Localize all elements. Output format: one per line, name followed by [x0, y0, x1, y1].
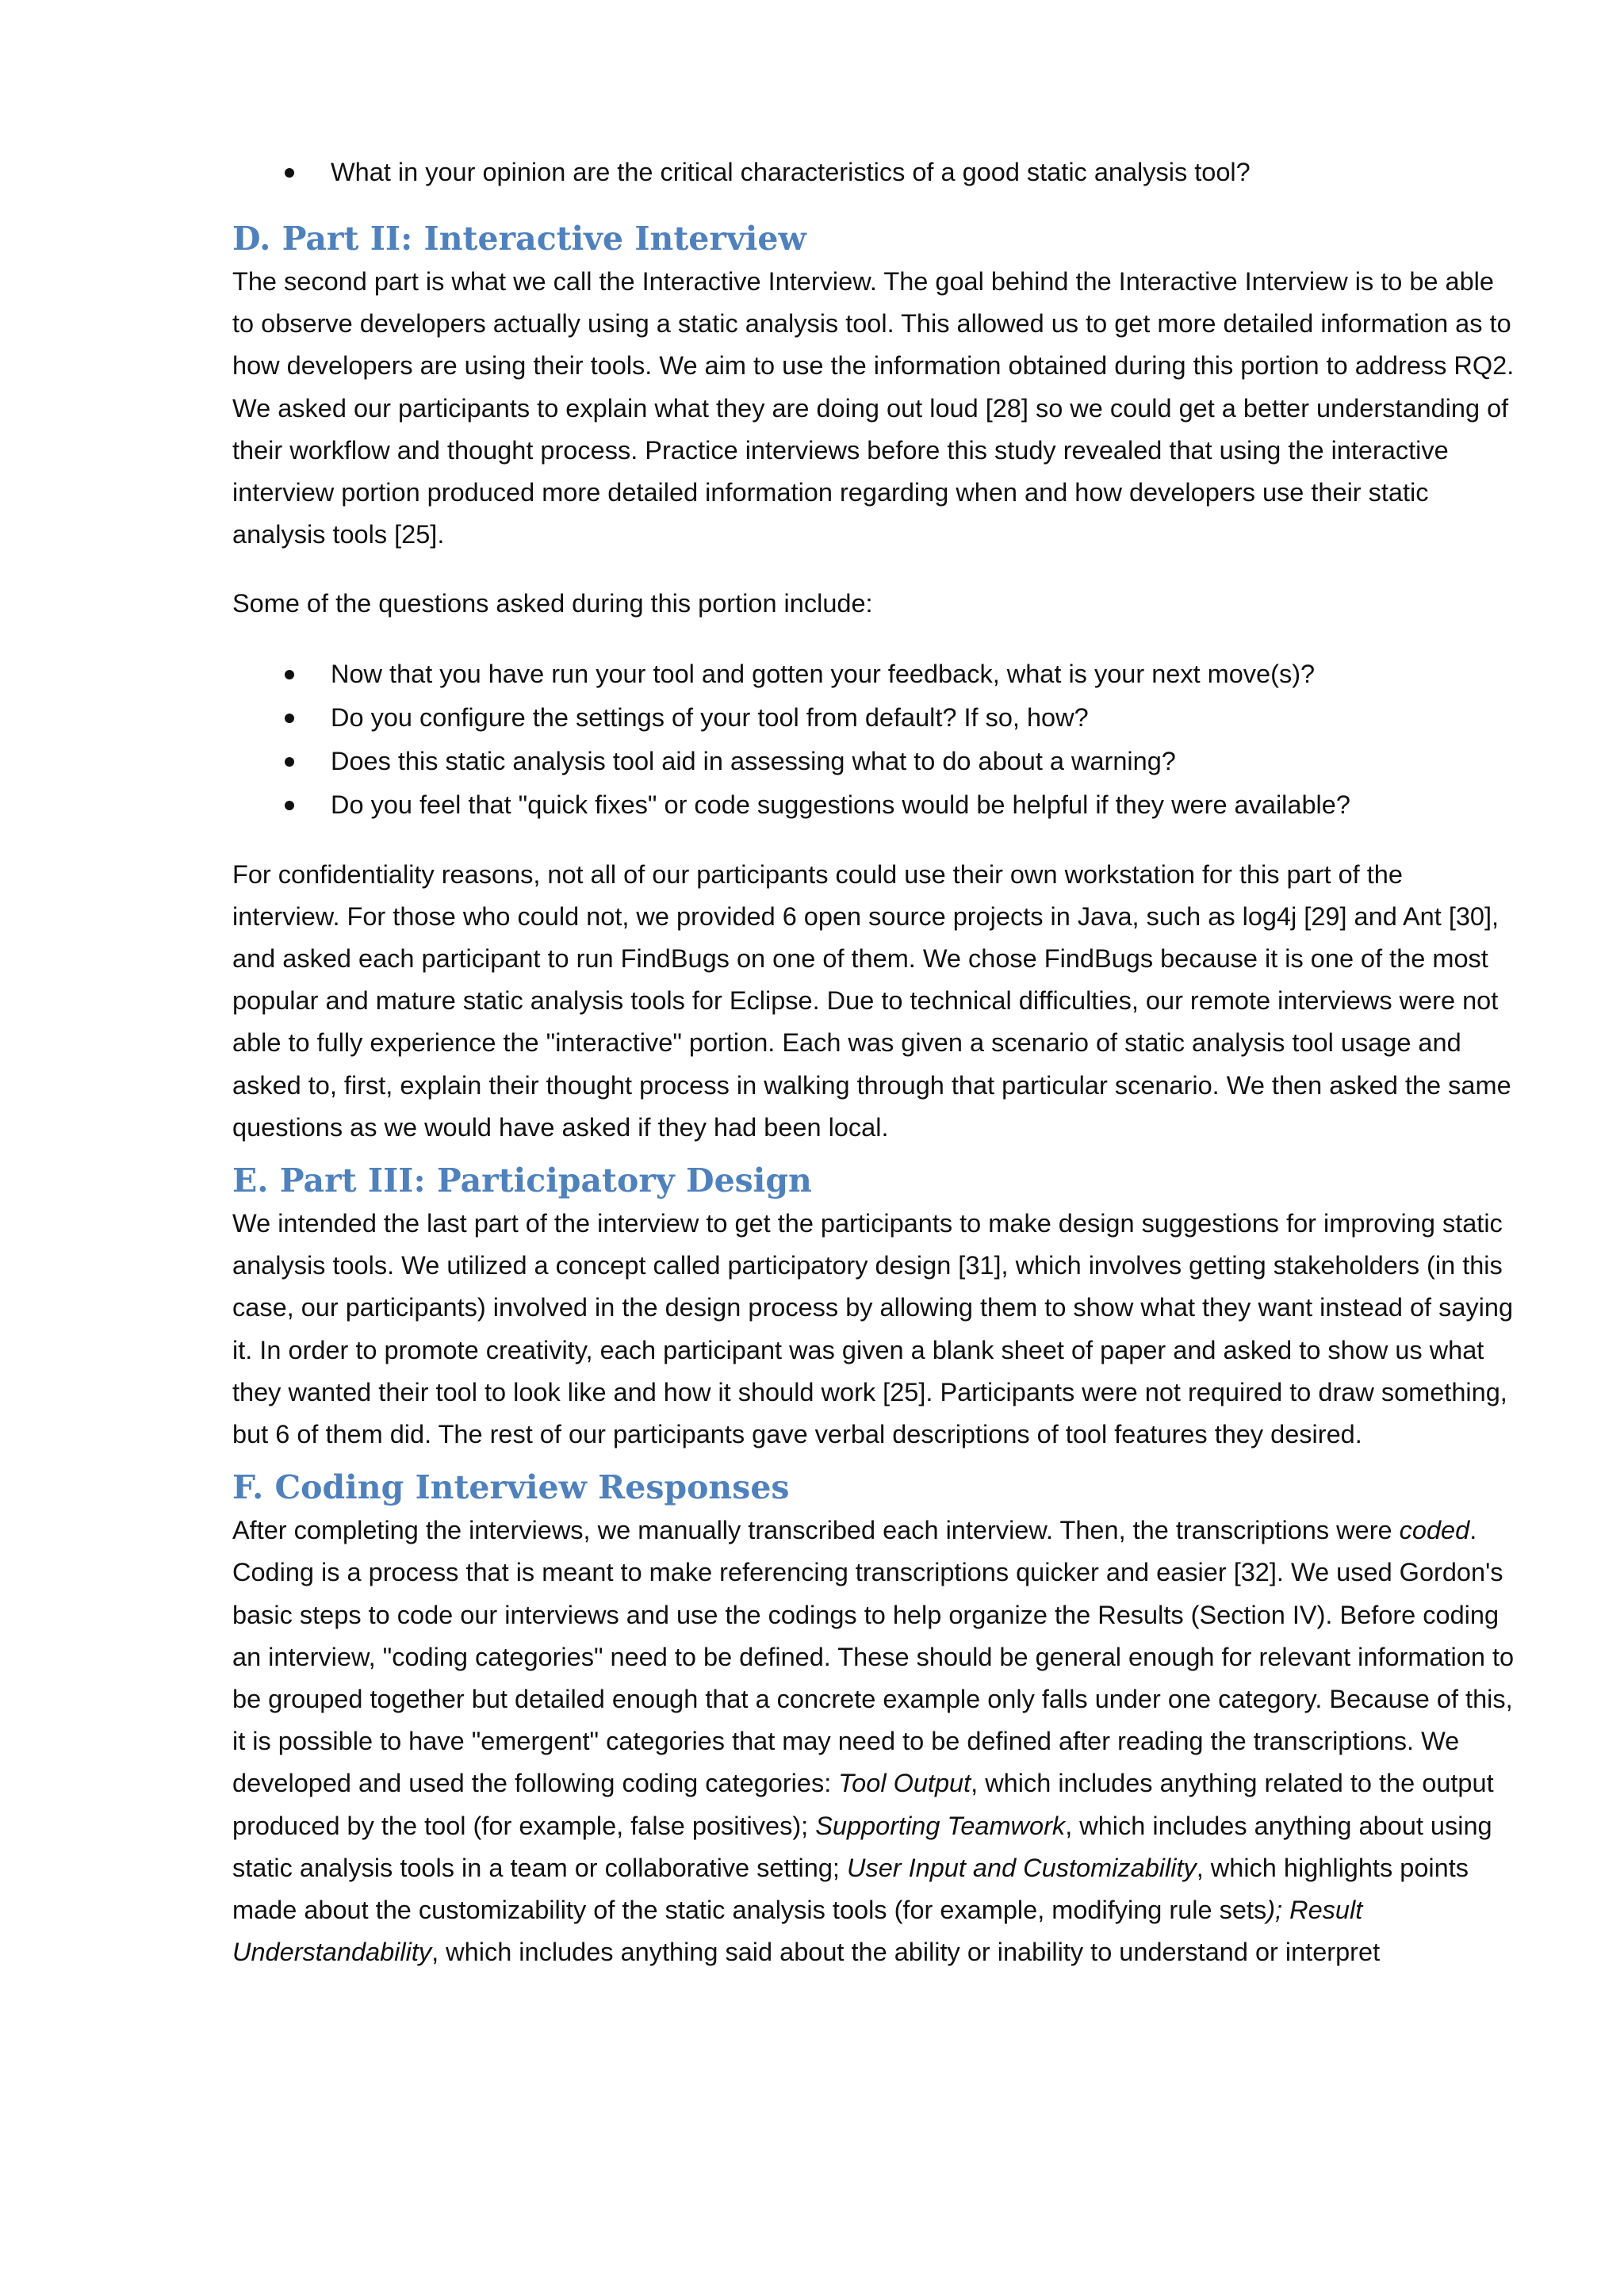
list-item: Now that you have run your tool and gotten your feedback, what is your next move(s)? [232, 652, 1515, 696]
list-item: Do you feel that "quick fixes" or code suggestions would be helpful if they were available? [232, 783, 1515, 827]
term-user-input-customizability: User Input and Customizability [846, 1853, 1197, 1882]
section-e-heading: E. Part III: Participatory Design [232, 1161, 812, 1200]
section-f-paragraph-1 [232, 1510, 1515, 1973]
text-run: After completing the interviews, we manually transcribed each interview. Then, the transcriptions were [232, 1516, 1400, 1545]
section-f-heading: F. Coding Interview Responses [232, 1468, 790, 1507]
list-item: Do you configure the settings of your tool from default? If so, how? [232, 696, 1515, 740]
top-question-list [232, 151, 1515, 194]
text-run: , which includes anything about using static analysis tools in a team or collaborative setting; [232, 1811, 1492, 1882]
list-item: Does this static analysis tool aid in assessing what to do about a warning? [232, 740, 1515, 783]
term-result-understandability: ); Result Understandability [232, 1896, 1363, 1967]
section-d-paragraph-1: The second part is what we call the Interactive Interview. The goal behind the Interactive Interview is to be able to observe developers actually using a static analysis tool. This allowed us to get more detailed information as to how developers are using their tools. We aim to use the information obtained during this portion to address RQ2. We asked our participants to explain what they are doing out loud [28] so we could get a better understanding of their workflow and thought process. Practice interviews before this study revealed that using the interactive interview portion produced more detailed information regarding when and how developers use their static analysis tools [25]. [232, 267, 1515, 549]
section-d-paragraph-2: Some of the questions asked during this portion include: [232, 589, 873, 618]
list-item: What in your opinion are the critical characteristics of a good static analysis tool? [232, 151, 1515, 194]
text-run: , which highlights points made about the customizability of the static analysis tools (for example, modifying rule sets [232, 1853, 1469, 1925]
interview-question-list [232, 652, 1515, 827]
text-run: , which includes anything said about the ability or inability to understand or interpret [431, 1938, 1381, 1967]
term-supporting-teamwork: Supporting Teamwork [815, 1811, 1066, 1840]
term-tool-output: Tool Output [838, 1769, 971, 1798]
page-body [232, 151, 1515, 1974]
term-coded: coded [1399, 1516, 1470, 1545]
section-e-paragraph-1: We intended the last part of the interview to get the participants to make design suggestions for improving static analysis tools. We utilized a concept called participatory design [31], which involves getting stakeholders (in this case, our participants) involved in the design process by allowing them to show what they want instead of saying it. In order to promote creativity, each participant was given a blank sheet of paper and asked to show us what they wanted their tool to look like and how it should work [25]. Participants were not required to draw something, but 6 of them did. The rest of our participants gave verbal descriptions of tool features they desired. [232, 1209, 1514, 1449]
section-d-paragraph-3: For confidentiality reasons, not all of our participants could use their own workstation for this part of the interview. For those who could not, we provided 6 open source projects in Java, such as log4j [29] and Ant [30], and asked each participant to run FindBugs on one of them. We chose FindBugs because it is one of the most popular and mature static analysis tools for Eclipse. Due to technical difficulties, our remote interviews were not able to fully experience the "interactive" portion. Each was given a scenario of static analysis tool usage and asked to, first, explain their thought process in walking through that particular scenario. We then asked the same questions as we would have asked if they had been local. [232, 859, 1511, 1142]
section-d-heading: D. Part II: Interactive Interview [232, 220, 806, 258]
text-run: . Coding is a process that is meant to make referencing transcriptions quicker and easier [32]. We used Gordon's basic steps to code our interviews and use the codings to help organize the Results (Section IV). Before coding an interview, "coding categories" need to be defined. These should be general enough for relevant information to be grouped together but detailed enough that a concrete example only falls under one category. Because of this, it is possible to have "emergent" categories that may need to be defined after reading the transcriptions. We developed and used the following coding categories: [232, 1516, 1515, 1798]
text-run: , which includes anything related to the output produced by the tool (for example, false positives); [232, 1769, 1494, 1840]
